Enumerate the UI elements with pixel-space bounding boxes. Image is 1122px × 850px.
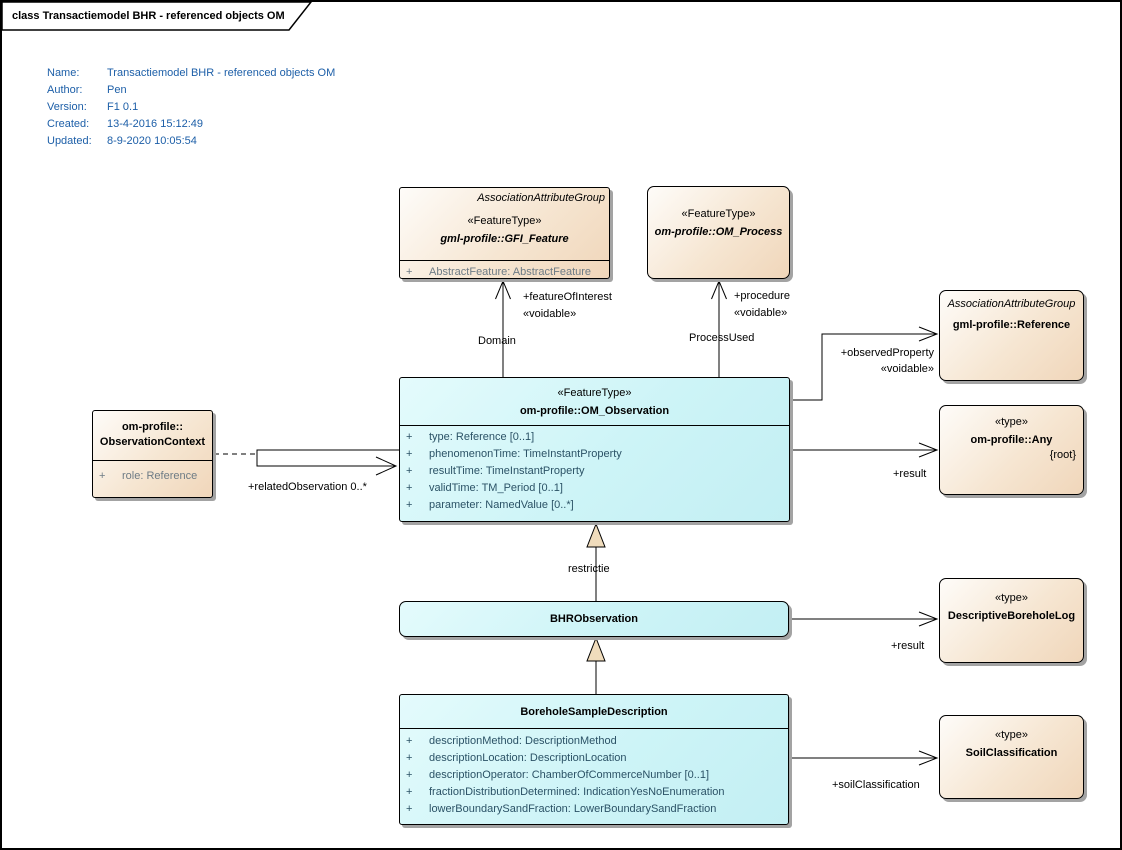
attribute-row: + parameter: NamedValue [0..*]: [406, 499, 574, 511]
association-name-processused: ProcessUsed: [689, 332, 755, 344]
stereotype-label: «type»: [994, 416, 1029, 428]
class-om-observation[interactable]: [399, 377, 790, 522]
class-gfi-feature[interactable]: [399, 187, 610, 279]
metadata-value: Transactiemodel BHR - referenced objects OM: [107, 67, 336, 79]
attribute-row: + lowerBoundarySandFraction: LowerBoundarySandFraction: [406, 803, 717, 815]
class-name: om-profile::OM_Process: [654, 226, 783, 238]
root-constraint-label: {root}: [1049, 449, 1076, 461]
class-observation-context[interactable]: [92, 410, 213, 498]
diagram-title-tab: class Transactiemodel BHR - referenced objects OM: [12, 10, 285, 22]
metadata-row: [47, 99, 335, 116]
voidable-stereotype-label: «voidable»: [734, 307, 788, 319]
metadata-value: Pen: [107, 84, 127, 96]
role-label-result-any: +result: [893, 468, 927, 480]
class-descriptive-borehole-log[interactable]: [939, 578, 1084, 663]
metadata-label: Version:: [47, 101, 87, 113]
metadata-label: Updated:: [47, 135, 92, 147]
class-om-process[interactable]: [647, 186, 790, 279]
class-borehole-sample-description[interactable]: [399, 694, 789, 825]
connector-result-log[interactable]: [789, 612, 937, 626]
group-label: AssociationAttributeGroup: [947, 298, 1076, 310]
attribute-row: + phenomenonTime: TimeInstantProperty: [406, 448, 622, 460]
class-name: gml-profile::Reference: [952, 319, 1071, 331]
attribute-row: + resultTime: TimeInstantProperty: [406, 465, 585, 477]
class-name: BHRObservation: [549, 612, 639, 625]
attribute-row: + fractionDistributionDetermined: IndicationYesNoEnumeration: [406, 786, 725, 798]
role-label-result-log: +result: [891, 640, 925, 652]
attribute-row: + AbstractFeature: AbstractFeature: [406, 266, 592, 278]
role-label-soil-classification: +soilClassification: [832, 779, 920, 791]
stereotype-label: «type»: [994, 592, 1029, 604]
attribute-row: + validTime: TM_Period [0..1]: [406, 482, 563, 494]
class-bhr-observation[interactable]: [399, 601, 789, 637]
class-any[interactable]: [939, 405, 1084, 495]
metadata-row: [47, 116, 335, 133]
role-label-feature-of-interest: +featureOfInterest: [523, 291, 612, 303]
stereotype-label: «type»: [994, 729, 1029, 741]
connector-procedure[interactable]: [712, 281, 727, 377]
generalization-triangle-icon: [587, 524, 605, 547]
class-name: om-profile::: [121, 421, 184, 433]
voidable-stereotype-label: «voidable»: [880, 363, 934, 375]
metadata-label: Author:: [47, 84, 83, 96]
metadata-value: 13-4-2016 15:12:49: [107, 118, 204, 130]
connector-generalization-bsd[interactable]: [587, 638, 605, 694]
role-label-related-observation: +relatedObservation 0..*: [248, 481, 367, 493]
class-name: SoilClassification: [965, 747, 1058, 759]
connector-feature-of-interest[interactable]: [496, 281, 511, 377]
group-label: AssociationAttributeGroup: [477, 192, 605, 204]
class-name: om-profile::Any: [970, 434, 1053, 446]
class-name: gml-profile::GFI_Feature: [440, 233, 569, 245]
role-label-observed-property: +observedProperty: [840, 347, 934, 359]
diagram-metadata-note: [47, 65, 335, 150]
class-name: DescriptiveBoreholeLog: [947, 610, 1076, 622]
attribute-row: + descriptionLocation: DescriptionLocation: [406, 752, 627, 764]
role-label-procedure: +procedure: [734, 290, 790, 302]
metadata-label: Name:: [47, 67, 80, 79]
metadata-value: F1 0.1: [107, 101, 139, 113]
metadata-value: 8-9-2020 10:05:54: [107, 135, 197, 147]
class-reference[interactable]: [939, 290, 1084, 381]
generalization-name-restrictie: restrictie: [568, 563, 610, 575]
stereotype-label: «FeatureType»: [681, 208, 756, 220]
metadata-label: Created:: [47, 118, 90, 130]
generalization-triangle-icon: [587, 638, 605, 661]
connector-result-any[interactable]: [790, 443, 937, 457]
class-name: om-profile::OM_Observation: [519, 405, 670, 417]
voidable-stereotype-label: «voidable»: [523, 308, 577, 320]
stereotype-label: «FeatureType»: [557, 387, 632, 399]
attribute-row: + role: Reference: [99, 470, 198, 482]
stereotype-label: «FeatureType»: [467, 215, 542, 227]
attribute-row: + descriptionMethod: DescriptionMethod: [406, 735, 617, 747]
metadata-row: [47, 133, 335, 150]
metadata-row: [47, 65, 335, 82]
class-name: BoreholeSampleDescription: [520, 706, 668, 718]
attribute-row: + descriptionOperator: ChamberOfCommerceNumber [0..1]: [406, 769, 709, 781]
connector-soil-classification[interactable]: [789, 751, 937, 765]
class-soil-classification[interactable]: [939, 715, 1084, 799]
connector-related-observation[interactable]: [214, 450, 399, 475]
class-name: ObservationContext: [99, 436, 206, 448]
metadata-row: [47, 82, 335, 99]
association-name-domain: Domain: [478, 335, 516, 347]
attribute-row: + type: Reference [0..1]: [406, 431, 535, 443]
